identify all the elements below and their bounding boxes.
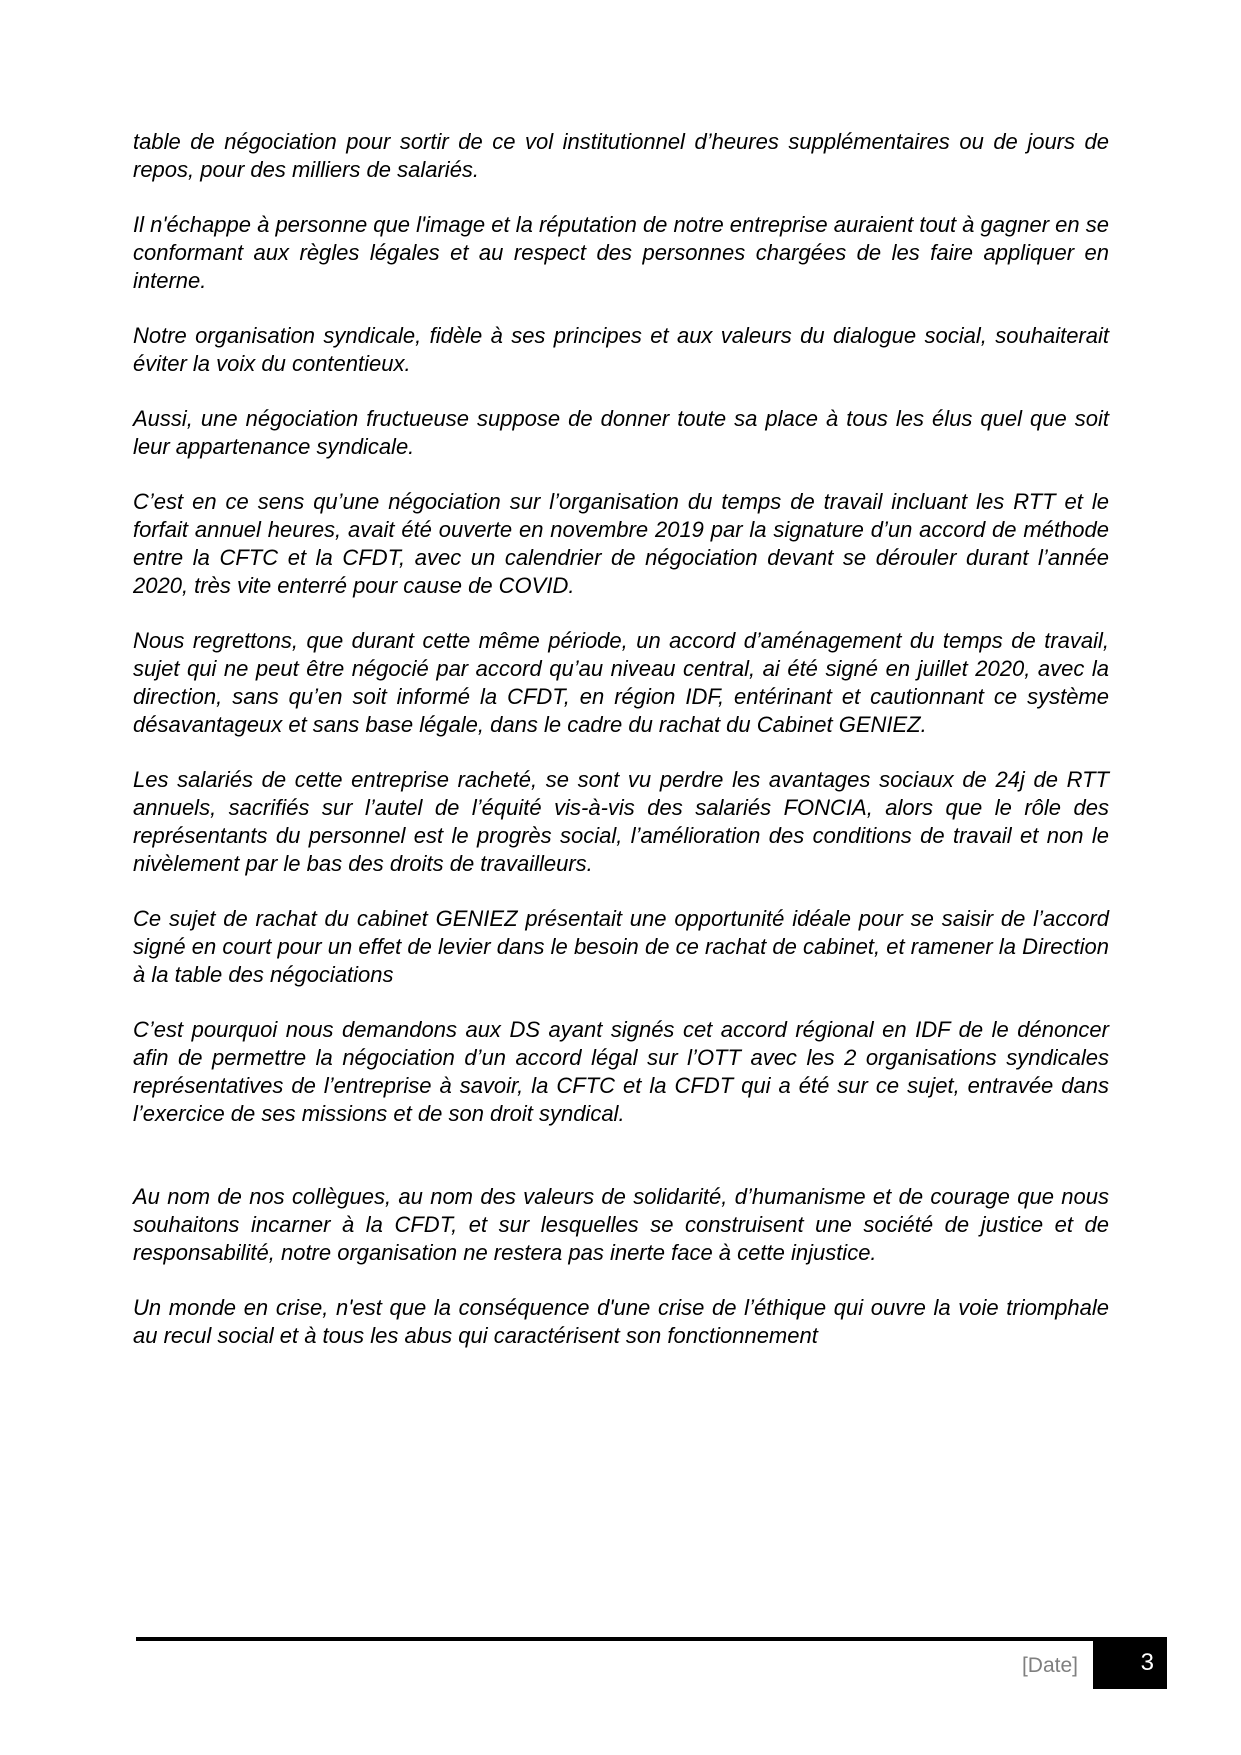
footer-date: [Date] bbox=[1021, 1654, 1078, 1677]
page-number-box bbox=[1093, 1637, 1167, 1689]
paragraph-4: Aussi, une négociation fructueuse suppose de donner toute sa place à tous les élus quel que soit leur appartenance syndicale. bbox=[133, 406, 1109, 459]
paragraph-7: Les salariés de cette entreprise racheté, se sont vu perdre les avantages sociaux de 24j de RTT annuels, sacrifiés sur l’autel de l’équité vis-à-vis des salariés FONCIA, alors que le rôle des représentants du personnel est le progrès social, l’amélioration des conditions de travail et non le nivèlement par le bas des droits de travailleurs. bbox=[133, 767, 1109, 876]
footer-rule bbox=[136, 1637, 1093, 1641]
paragraph-10: Au nom de nos collègues, au nom des valeurs de solidarité, d’humanisme et de courage que nous souhaitons incarner à la CFDT, et sur lesquelles se construisent une société de justice et de responsabilité, notre organisation ne restera pas inerte face à cette injustice. bbox=[133, 1184, 1109, 1265]
paragraph-2: Il n'échappe à personne que l'image et la réputation de notre entreprise auraient tout à gagner en se conformant aux règles légales et au respect des personnes chargées de les faire appliquer en interne. bbox=[133, 212, 1109, 293]
paragraph-5: C’est en ce sens qu’une négociation sur l’organisation du temps de travail incluant les RTT et le forfait annuel heures, avait été ouverte en novembre 2019 par la signature d’un accord de méthode entre la CFTC et la CFDT, avec un calendrier de négociation devant se dérouler durant l’année 2020, très vite enterré pour cause de COVID. bbox=[133, 489, 1109, 598]
paragraph-6: Nous regrettons, que durant cette même période, un accord d’aménagement du temps de travail, sujet qui ne peut être négocié par accord qu’au niveau central, ai été signé en juillet 2020, avec la direction, sans qu’en soit informé la CFDT, en région IDF, entérinant et cautionnant ce système désavantageux et sans base légale, dans le cadre du rachat du Cabinet GENIEZ. bbox=[133, 628, 1109, 737]
paragraph-11: Un monde en crise, n'est que la conséquence d'une crise de l’éthique qui ouvre la voie triomphale au recul social et à tous les abus qui caractérisent son fonctionnement bbox=[133, 1295, 1109, 1348]
paragraph-3: Notre organisation syndicale, fidèle à ses principes et aux valeurs du dialogue social, souhaiterait éviter la voix du contentieux. bbox=[133, 323, 1109, 376]
document-body bbox=[133, 128, 1109, 1377]
paragraph-9: C’est pourquoi nous demandons aux DS ayant signés cet accord régional en IDF de le dénoncer afin de permettre la négociation d’un accord légal sur l’OTT avec les 2 organisations syndicales représentatives de l’entreprise à savoir, la CFTC et la CFDT qui a été sur ce sujet, entravée dans l’exercice de ses missions et de son droit syndical. bbox=[133, 1017, 1109, 1126]
page-number: 3 bbox=[1140, 1649, 1154, 1676]
paragraph-1: table de négociation pour sortir de ce vol institutionnel d’heures supplémentaires ou de jours de repos, pour des milliers de salariés. bbox=[133, 129, 1109, 182]
paragraph-8: Ce sujet de rachat du cabinet GENIEZ présentait une opportunité idéale pour se saisir de l’accord signé en court pour un effet de levier dans le besoin de ce rachat de cabinet, et ramener la Direction à la table des négociations bbox=[133, 906, 1109, 987]
